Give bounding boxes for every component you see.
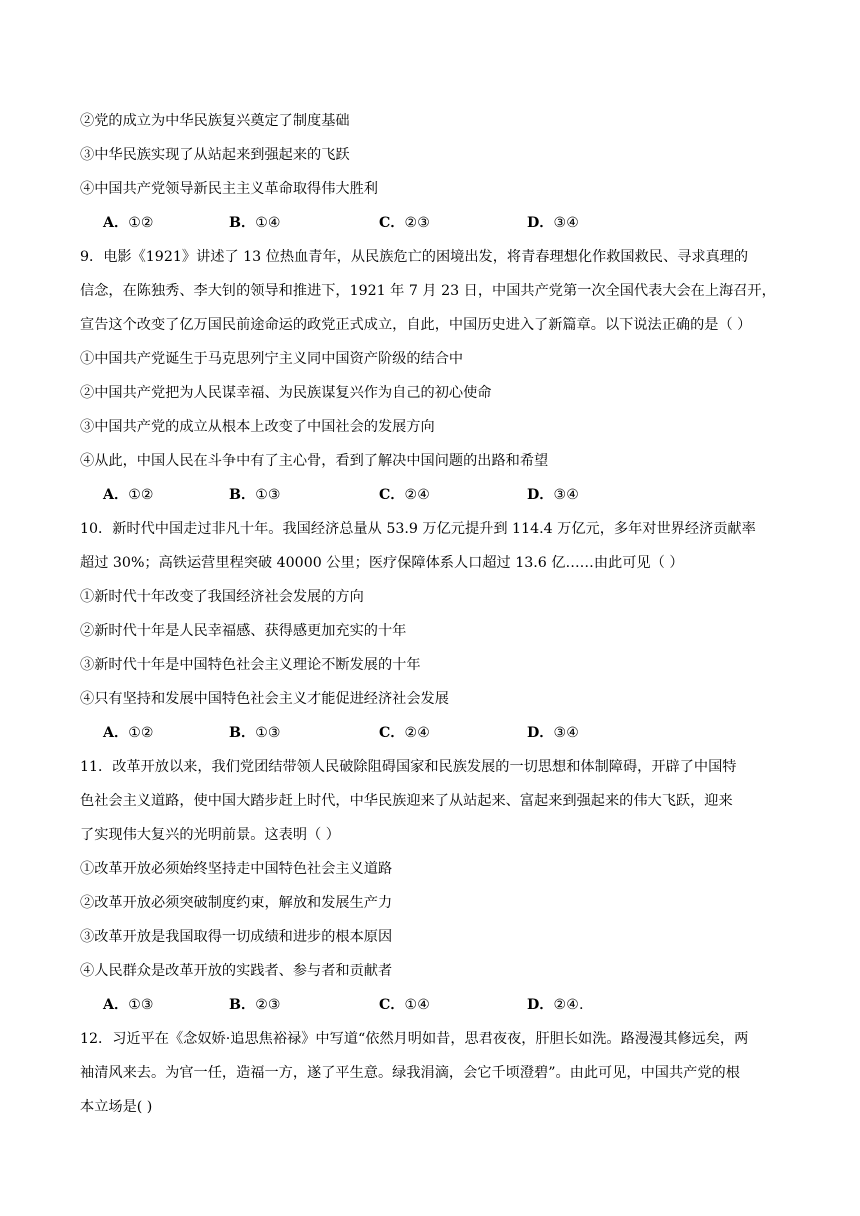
q8-statement-4: ④中国共产党领导新民主主义革命取得伟大胜利 [80,181,378,197]
q10-option-a: A．①② [103,725,154,741]
q9-statement-1: ①中国共产党诞生于马克思列宁主义同中国资产阶级的结合中 [80,351,464,367]
q10-statement-2: ②新时代十年是人民幸福感、获得感更加充实的十年 [80,623,407,639]
q9-stem-line-3: 宣告这个改变了亿万国民前途命运的政党正式成立，自此，中国历史进入了新篇章。以下说法正确的是（ ） [80,317,752,333]
q9-statement-3: ③中国共产党的成立从根本上改变了中国社会的发展方向 [80,419,435,435]
q11-statement-2: ②改革开放必须突破制度约束，解放和发展生产力 [80,895,393,911]
q10-stem-line-1: 10．新时代中国走过非凡十年。我国经济总量从 53.9 万亿元提升到 114.4 万亿元，多年对世界经济贡献率 [80,521,756,537]
q12-stem-line-2: 袖清风来去。为官一任，造福一方，遂了平生意。绿我涓滴，会它千顷澄碧”。由此可见，中国共产党的根 [80,1065,740,1081]
q10-statement-1: ①新时代十年改变了我国经济社会发展的方向 [80,589,364,605]
q8-statement-2: ②党的成立为中华民族复兴奠定了制度基础 [80,113,350,129]
q12-stem-line-3: 本立场是( ) [80,1099,153,1115]
q10-statement-4: ④只有坚持和发展中国特色社会主义才能促进经济社会发展 [80,691,449,707]
q11-option-c: C．①④ [379,997,430,1013]
q11-option-d: D．②④. [527,997,584,1013]
q11-stem-line-1: 11．改革开放以来，我们党团结带领人民破除阻碍国家和民族发展的一切思想和体制障碍，开辟了中国特 [80,759,737,775]
q11-stem-line-3: 了实现伟大复兴的光明前景。这表明（ ） [80,827,340,843]
q8-option-b: B．①④ [229,215,281,231]
q11-statement-3: ③改革开放是我国取得一切成绩和进步的根本原因 [80,929,393,945]
q12-stem-line-1: 12．习近平在《念奴娇·追思焦裕禄》中写道“依然月明如昔，思君夜夜，肝胆长如洗。路漫漫其修远矣，两 [80,1031,749,1047]
q9-statement-2: ②中国共产党把为人民谋幸福、为民族谋复兴作为自己的初心使命 [80,385,492,401]
q11-option-a: A．①③ [103,997,154,1013]
q11-stem-line-2: 色社会主义道路，使中国大踏步赶上时代，中华民族迎来了从站起来、富起来到强起来的伟大飞跃，迎来 [80,793,733,809]
q9-stem-line-1: 9．电影《1921》讲述了 13 位热血青年，从民族危亡的困境出发，将青春理想化作救国救民、寻求真理的 [80,249,749,265]
q10-stem-line-2: 超过 30%；高铁运营里程突破 40000 公里；医疗保障体系人口超过 13.6 亿……由此可见（ ） [80,555,684,571]
q10-statement-3: ③新时代十年是中国特色社会主义理论不断发展的十年 [80,657,421,673]
q8-options [103,213,783,233]
q11-statement-1: ①改革开放必须始终坚持走中国特色社会主义道路 [80,861,393,877]
q8-statement-3: ③中华民族实现了从站起来到强起来的飞跃 [80,147,350,163]
q9-statement-4: ④从此，中国人民在斗争中有了主心骨，看到了解决中国问题的出路和希望 [80,453,549,469]
q11-options [103,995,783,1015]
q9-option-b: B．①③ [229,487,281,503]
q8-option-d: D．③④ [527,215,579,231]
q10-option-c: C．②④ [379,725,430,741]
q9-stem-line-2: 信念，在陈独秀、李大钊的领导和推进下，1921 年 7 月 23 日，中国共产党第一次全国代表大会在上海召开， [80,283,776,299]
q9-option-d: D．③④ [527,487,579,503]
q9-options [103,485,783,505]
q11-option-b: B．②③ [229,997,281,1013]
q8-option-c: C．②③ [379,215,430,231]
q10-option-d: D．③④ [527,725,579,741]
q10-options [103,723,783,743]
q8-option-a: A．①② [103,215,154,231]
q11-statement-4: ④人民群众是改革开放的实践者、参与者和贡献者 [80,963,393,979]
q10-option-b: B．①③ [229,725,281,741]
q9-option-c: C．②④ [379,487,430,503]
q9-option-a: A．①② [103,487,154,503]
